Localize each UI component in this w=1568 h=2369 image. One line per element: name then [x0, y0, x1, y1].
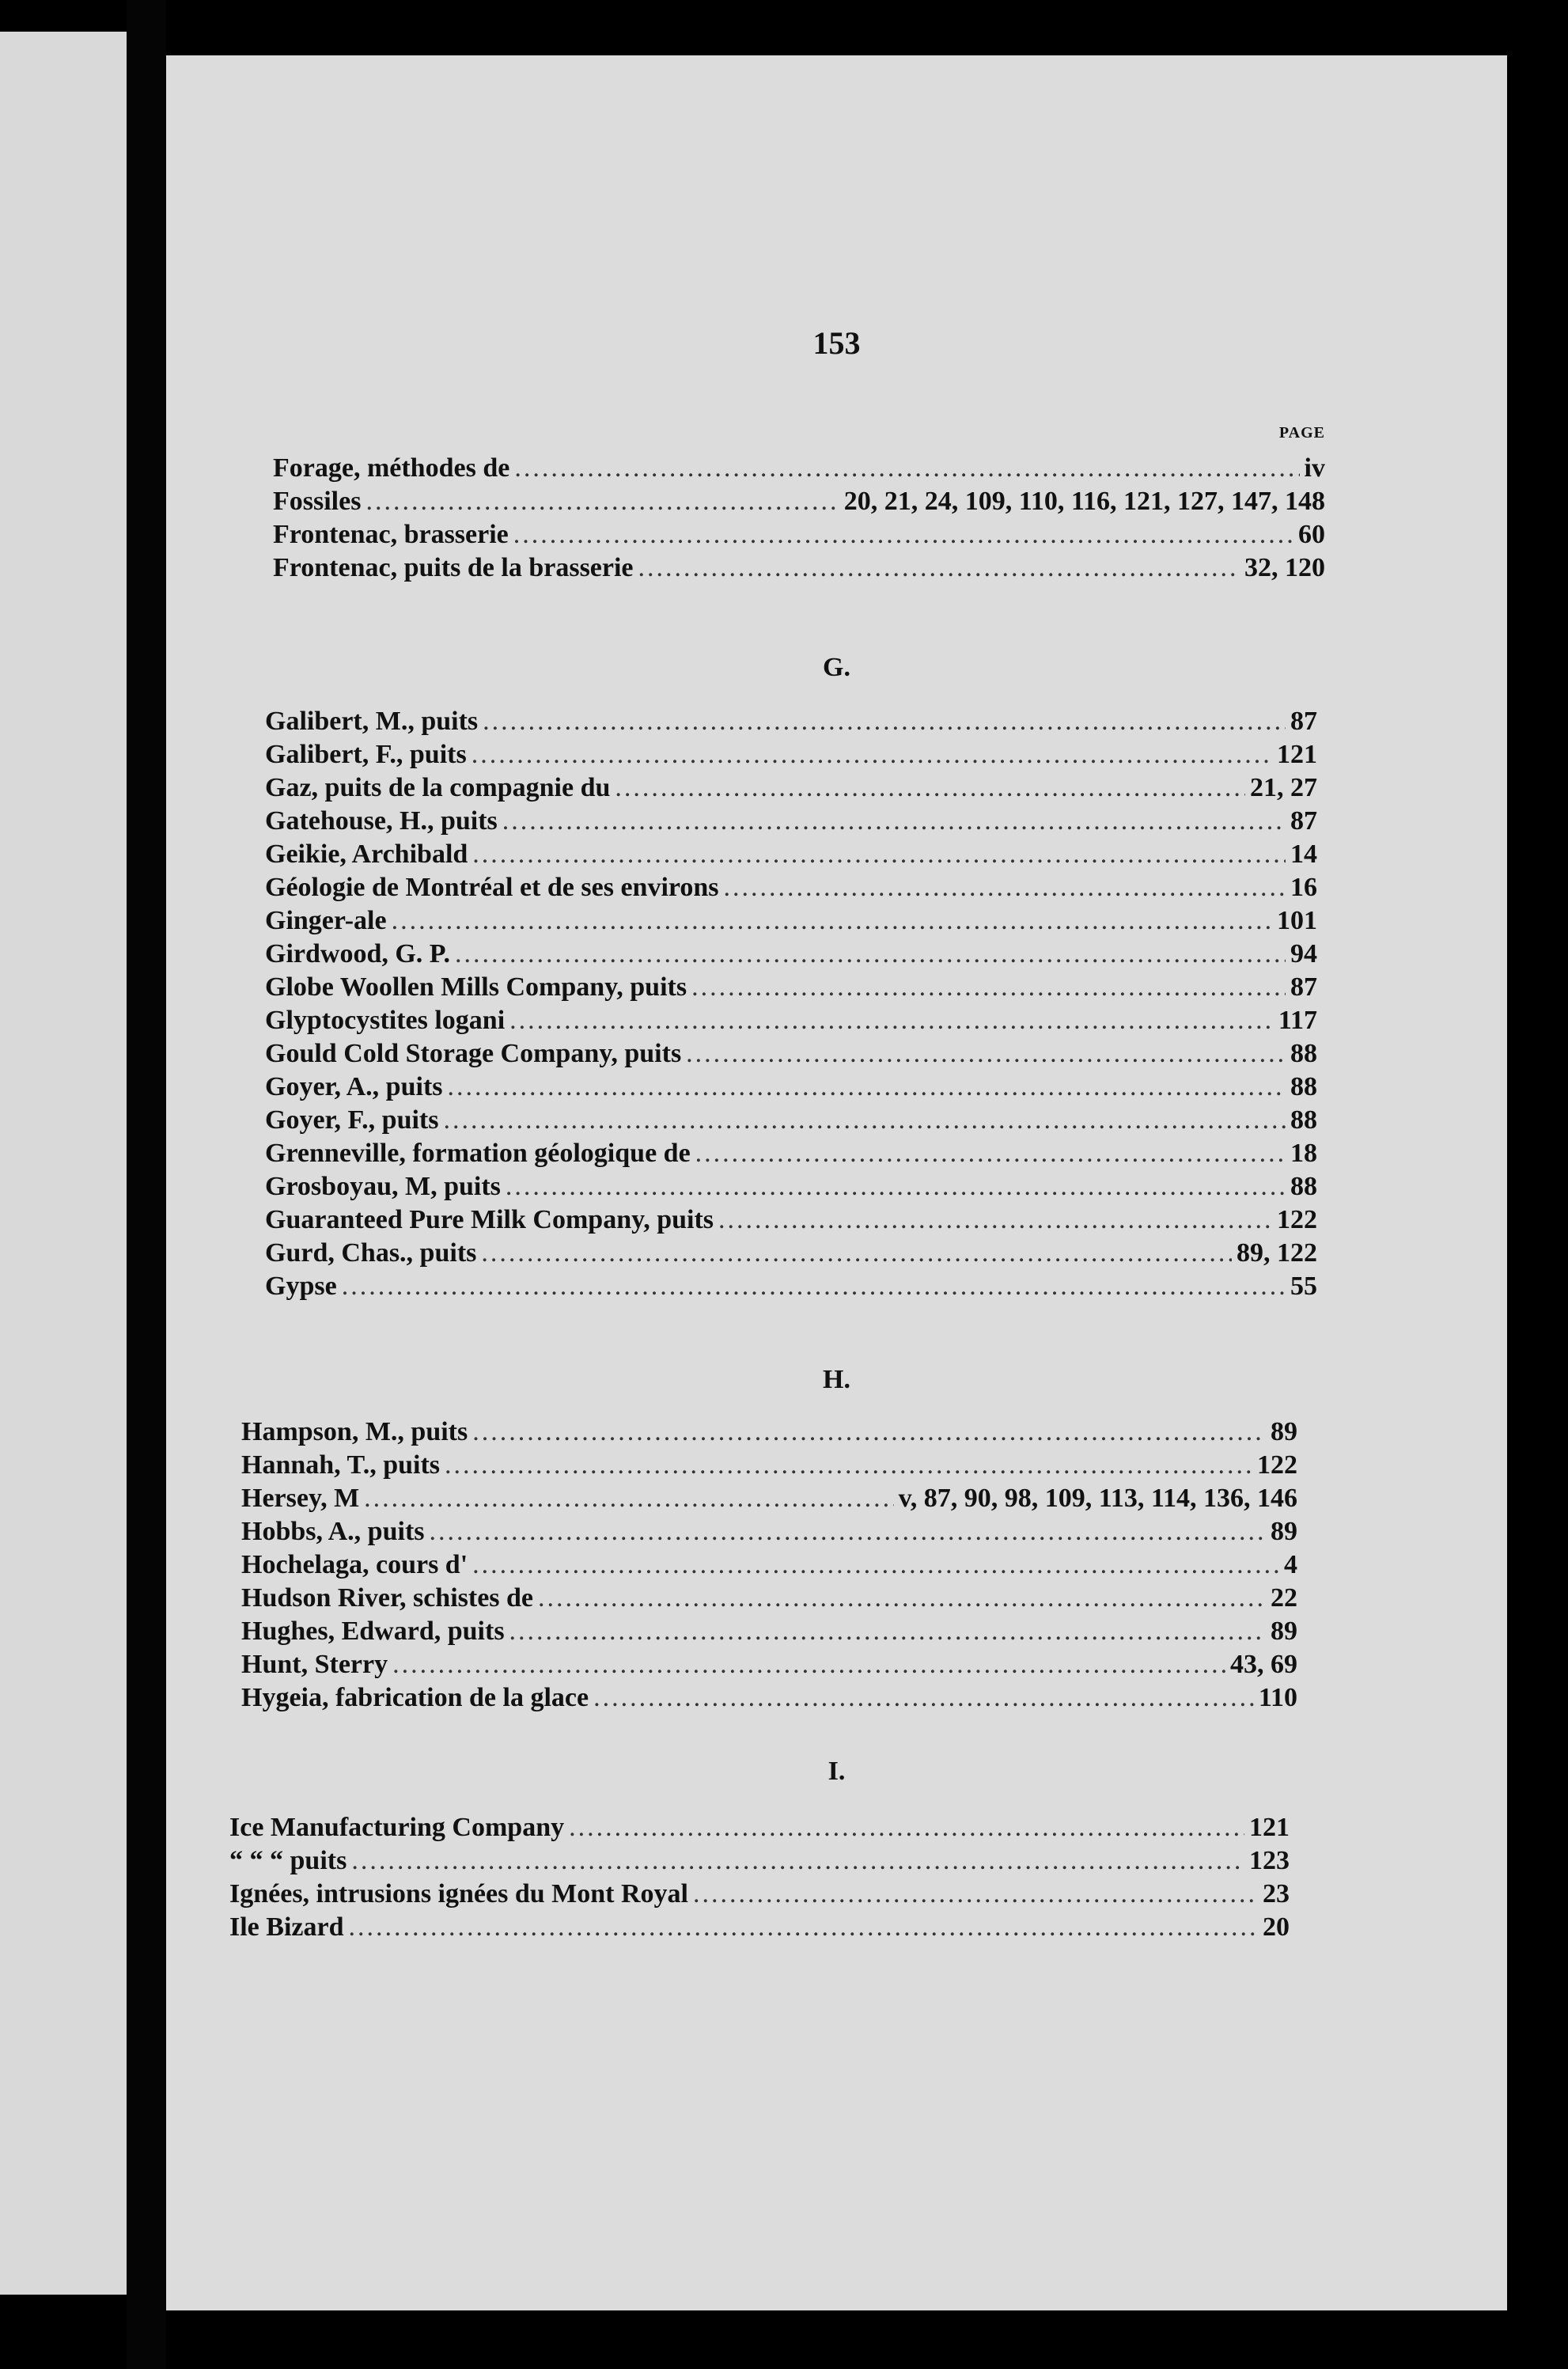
index-entry [265, 837, 1317, 872]
page-references: 32, 120 [1244, 553, 1325, 582]
index-entry [273, 451, 1325, 486]
index-term: Hygeia, fabrication de la glace [241, 1683, 589, 1712]
page-references: 60 [1298, 520, 1325, 549]
page-references: 20, 21, 24, 109, 110, 116, 121, 127, 147, 148 [843, 487, 1325, 516]
dot-leader [718, 1203, 1272, 1238]
dot-leader [445, 1448, 1252, 1483]
page-references: 20 [1263, 1912, 1290, 1942]
dot-leader [472, 1548, 1279, 1582]
page-references: 21, 27 [1250, 773, 1317, 802]
page-references: 89, 122 [1237, 1238, 1317, 1268]
dot-leader [691, 970, 1286, 1005]
page-references: 117 [1278, 1006, 1317, 1035]
dot-leader [351, 1844, 1244, 1878]
index-entry [241, 1548, 1297, 1582]
index-term: Geikie, Archibald [265, 840, 468, 869]
page-references: 43, 69 [1230, 1650, 1297, 1679]
index-entry [265, 904, 1317, 938]
index-term: Ile Bizard [229, 1912, 344, 1942]
index-term: Galibert, M., puits [265, 707, 479, 736]
index-entry [265, 737, 1317, 772]
index-entry [265, 1169, 1317, 1204]
dot-leader [686, 1037, 1286, 1071]
index-term: Frontenac, brasserie [273, 520, 509, 549]
index-entry [265, 1003, 1317, 1038]
dot-leader [514, 451, 1299, 486]
dot-leader [615, 771, 1245, 805]
index-term: Frontenac, puits de la brasserie [273, 553, 634, 582]
dot-leader [509, 1614, 1266, 1649]
page-references: 122 [1257, 1450, 1297, 1480]
index-entry [265, 1269, 1317, 1304]
index-term: Hunt, Sterry [241, 1650, 388, 1679]
index-entry [265, 1070, 1317, 1105]
index-term: Ice Manufacturing Company [229, 1813, 565, 1842]
page-references: 88 [1290, 1072, 1317, 1101]
index-term: Hampson, M., puits [241, 1417, 468, 1446]
index-term: Hannah, T., puits [241, 1450, 441, 1480]
index-term: “ “ “ puits [229, 1846, 347, 1875]
page-references: 22 [1271, 1583, 1297, 1613]
index-term: Goyer, F., puits [265, 1105, 439, 1135]
index-term: Ignées, intrusions ignées du Mont Royal [229, 1879, 688, 1908]
dot-leader [348, 1910, 1258, 1945]
index-entry [273, 517, 1325, 552]
dot-leader [472, 837, 1286, 872]
dot-leader [430, 1514, 1267, 1549]
index-entry [265, 1236, 1317, 1271]
index-entry [229, 1844, 1290, 1878]
dot-leader [392, 1647, 1225, 1682]
index-term: Gatehouse, H., puits [265, 806, 498, 836]
dot-leader [724, 870, 1286, 905]
index-entry [265, 1037, 1317, 1071]
page-references: 18 [1290, 1139, 1317, 1168]
book-gutter [127, 0, 166, 2369]
page-references: 88 [1290, 1039, 1317, 1068]
dot-leader [693, 1877, 1258, 1912]
index-entry [265, 937, 1317, 972]
index-entry [265, 771, 1317, 805]
index-term: Forage, méthodes de [273, 453, 510, 483]
index-entry [265, 704, 1317, 739]
section-heading: H. [823, 1365, 850, 1394]
index-term: Gaz, puits de la compagnie du [265, 773, 611, 802]
dot-leader [509, 1003, 1274, 1038]
index-entry [265, 1203, 1317, 1238]
index-entry [229, 1910, 1290, 1945]
index-term: Gurd, Chas., puits [265, 1238, 477, 1268]
page-references: 88 [1290, 1105, 1317, 1135]
dot-leader [365, 484, 839, 519]
page-references: 89 [1271, 1617, 1297, 1646]
index-term: Girdwood, G. P. [265, 939, 450, 968]
dot-leader [364, 1481, 893, 1516]
dot-leader [443, 1103, 1286, 1138]
index-entry [241, 1481, 1297, 1516]
index-term: Gypse [265, 1272, 337, 1301]
page-references: 123 [1249, 1846, 1290, 1875]
page-references: iv [1304, 453, 1325, 483]
index-entry [229, 1810, 1290, 1845]
index-term: Glyptocystites logani [265, 1006, 506, 1035]
index-term: Hersey, M [241, 1484, 360, 1513]
dot-leader [638, 551, 1240, 586]
dot-leader [455, 937, 1286, 972]
index-term: Hobbs, A., puits [241, 1517, 425, 1546]
index-entry [241, 1647, 1297, 1682]
index-page [166, 55, 1507, 2310]
index-entry [265, 1136, 1317, 1171]
index-term: Grenneville, formation géologique de [265, 1139, 691, 1168]
index-entry [241, 1415, 1297, 1450]
index-term: Fossiles [273, 487, 362, 516]
dot-leader [538, 1581, 1266, 1616]
index-entry [241, 1614, 1297, 1649]
page-references: 121 [1277, 740, 1317, 769]
index-entry [241, 1581, 1297, 1616]
index-entry [265, 804, 1317, 839]
dot-leader [342, 1269, 1286, 1304]
page-references: 4 [1284, 1550, 1297, 1579]
previous-page-edge [0, 32, 127, 2295]
index-list [166, 55, 1507, 2310]
page-references: 89 [1271, 1517, 1297, 1546]
page-references: 101 [1277, 906, 1317, 935]
index-term: Géologie de Montréal et de ses environs [265, 873, 719, 902]
dot-leader [695, 1136, 1286, 1171]
page-references: 14 [1290, 840, 1317, 869]
page-references: 89 [1271, 1417, 1297, 1446]
dot-leader [593, 1681, 1254, 1715]
page-references: 55 [1290, 1272, 1317, 1301]
page-references: 88 [1290, 1172, 1317, 1201]
index-term: Ginger-ale [265, 906, 387, 935]
page-number: 153 [812, 325, 861, 361]
dot-leader [472, 737, 1272, 772]
dot-leader [448, 1070, 1286, 1105]
page-references: 23 [1263, 1879, 1290, 1908]
index-entry [241, 1448, 1297, 1483]
index-entry [265, 970, 1317, 1005]
index-term: Gould Cold Storage Company, puits [265, 1039, 682, 1068]
page-references: 121 [1249, 1813, 1290, 1842]
index-term: Hughes, Edward, puits [241, 1617, 505, 1646]
dot-leader [506, 1169, 1286, 1204]
page-references: 87 [1290, 806, 1317, 836]
dot-leader [481, 1236, 1232, 1271]
index-entry [241, 1681, 1297, 1715]
dot-leader [502, 804, 1286, 839]
dot-leader [483, 704, 1286, 739]
dot-leader [472, 1415, 1266, 1450]
index-entry [229, 1877, 1290, 1912]
index-entry [273, 484, 1325, 519]
section-heading: G. [823, 653, 850, 682]
page-references: 94 [1290, 939, 1317, 968]
index-term: Grosboyau, M, puits [265, 1172, 501, 1201]
page-references: 110 [1258, 1683, 1297, 1712]
index-term: Goyer, A., puits [265, 1072, 443, 1101]
index-term: Guaranteed Pure Milk Company, puits [265, 1205, 714, 1234]
dot-leader [392, 904, 1272, 938]
index-term: Galibert, F., puits [265, 740, 467, 769]
section-heading: I. [828, 1757, 846, 1786]
index-term: Hochelaga, cours d' [241, 1550, 468, 1579]
page-references: 87 [1290, 707, 1317, 736]
dot-leader [513, 517, 1293, 552]
page-references: 87 [1290, 972, 1317, 1002]
index-term: Globe Woollen Mills Company, puits [265, 972, 687, 1002]
dot-leader [569, 1810, 1244, 1845]
index-entry [265, 870, 1317, 905]
page-references: 16 [1290, 873, 1317, 902]
index-term: Hudson River, schistes de [241, 1583, 534, 1613]
page-references: 122 [1277, 1205, 1317, 1234]
page-column-label: PAGE [1278, 424, 1325, 442]
index-entry [241, 1514, 1297, 1549]
page-references: v, 87, 90, 98, 109, 113, 114, 136, 146 [898, 1484, 1297, 1513]
index-entry [273, 551, 1325, 586]
index-entry [265, 1103, 1317, 1138]
